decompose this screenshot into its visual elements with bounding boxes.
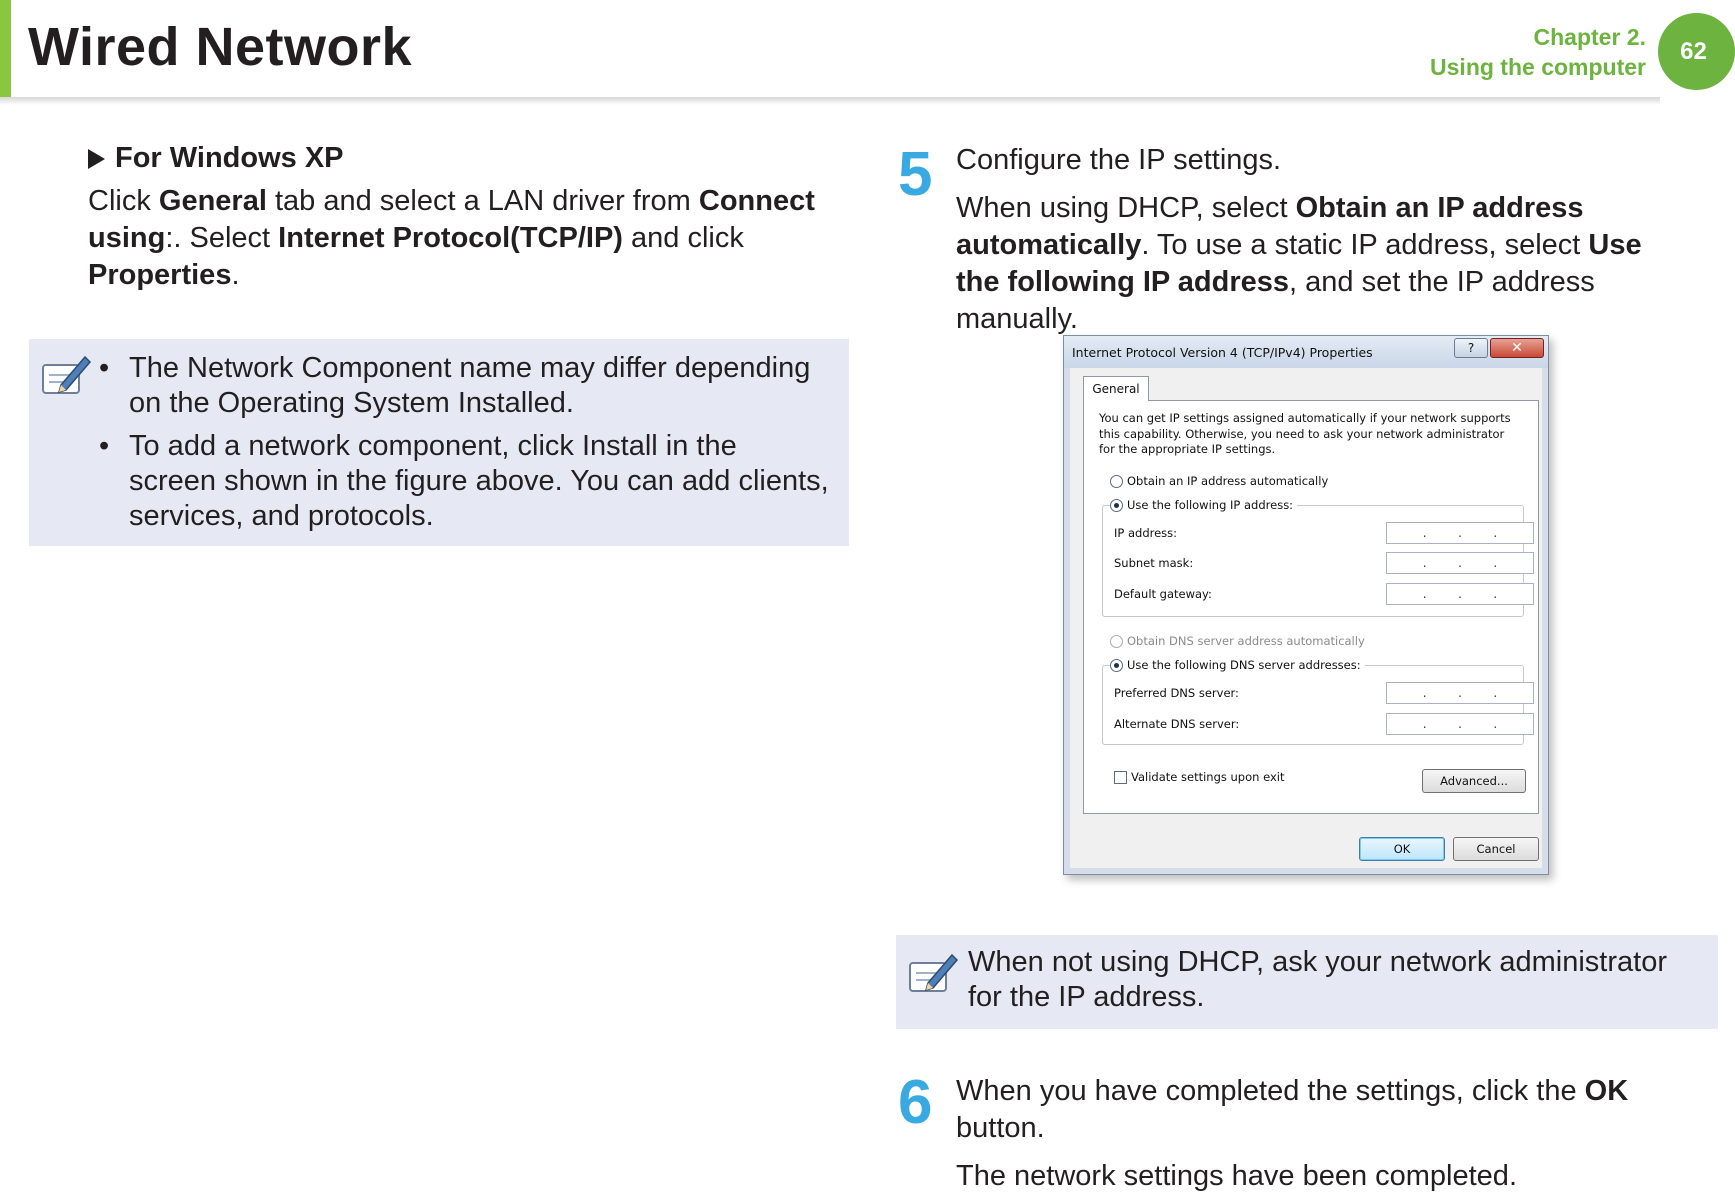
windows-xp-section xyxy=(88,142,828,294)
alternate-dns-row xyxy=(1114,712,1534,736)
note-item: • To add a network component, click Install in the screen shown in the figure above. You can add clients, services, and protocols. xyxy=(99,430,829,532)
preferred-dns-label: Preferred DNS server: xyxy=(1114,686,1239,700)
radio-obtain-dns-auto[interactable]: Obtain DNS server address automatically xyxy=(1110,634,1365,648)
help-button[interactable]: ? xyxy=(1454,338,1488,358)
chapter-label xyxy=(1430,22,1646,82)
tab-general[interactable]: General xyxy=(1083,376,1149,401)
radio-button-icon xyxy=(1110,635,1123,648)
advanced-button[interactable]: Advanced... xyxy=(1422,769,1526,793)
ip-address-row xyxy=(1114,521,1534,545)
ok-button[interactable]: OK xyxy=(1359,837,1445,861)
step-6-instructions: When you have completed the settings, click the OK button. xyxy=(956,1075,1629,1144)
checkbox-icon xyxy=(1114,771,1127,784)
chapter-name: Using the computer xyxy=(1430,54,1646,80)
radio-button-selected-icon xyxy=(1110,499,1123,512)
dialog-description: You can get IP settings assigned automatically if your network supports this capability. Otherwise, you need to ask your network administrator for the appropriate IP settings. xyxy=(1099,411,1511,456)
step-number-5: 5 xyxy=(898,140,933,209)
default-gateway-row xyxy=(1114,582,1534,606)
xp-instructions: Click General tab and select a LAN driver from Connect using:. Select Internet Protocol(TCP/IP) and click Properties. xyxy=(88,185,815,291)
default-gateway-input[interactable]: . . . xyxy=(1386,583,1534,605)
subnet-mask-input[interactable]: . . . xyxy=(1386,552,1534,574)
validate-settings-checkbox[interactable]: Validate settings upon exit xyxy=(1114,770,1284,784)
page-number-badge: 62 xyxy=(1658,13,1735,90)
alternate-dns-label: Alternate DNS server: xyxy=(1114,717,1240,731)
note-bullet-list xyxy=(99,351,829,542)
ip-address-input[interactable]: . . . xyxy=(1386,522,1534,544)
note-pencil-icon xyxy=(906,949,960,997)
step-6-content xyxy=(956,1073,1691,1195)
alternate-dns-input[interactable]: . . . xyxy=(1386,713,1534,735)
step-5-instructions: When using DHCP, select Obtain an IP address automatically. To use a static IP address, select Use the following IP address, and set the IP address manually. xyxy=(956,192,1642,335)
note-box-network-component xyxy=(29,339,849,546)
section-subheading xyxy=(88,142,828,175)
dhcp-note-text: When not using DHCP, ask your network administrator for the IP address. xyxy=(968,946,1667,1013)
triangle-bullet-icon xyxy=(88,149,105,169)
page-title: Wired Network xyxy=(28,17,413,77)
dialog-body xyxy=(1070,368,1542,868)
subnet-mask-label: Subnet mask: xyxy=(1114,556,1194,570)
chapter-number: Chapter 2. xyxy=(1533,24,1646,50)
note-pencil-icon xyxy=(39,351,93,399)
radio-obtain-ip-auto[interactable]: Obtain an IP address automatically xyxy=(1110,474,1328,488)
header-divider xyxy=(0,97,1660,105)
dialog-titlebar xyxy=(1064,336,1548,368)
tcpip-properties-dialog xyxy=(1063,335,1549,875)
general-tab-panel xyxy=(1083,400,1539,814)
radio-button-selected-icon xyxy=(1110,659,1123,672)
step-5-heading: Configure the IP settings. xyxy=(956,144,1282,176)
subnet-mask-row xyxy=(1114,551,1534,575)
ip-address-label: IP address: xyxy=(1114,526,1178,540)
default-gateway-label: Default gateway: xyxy=(1114,587,1212,601)
dialog-title: Internet Protocol Version 4 (TCP/IPv4) Properties xyxy=(1072,345,1373,360)
step-number-6: 6 xyxy=(898,1068,933,1137)
cancel-button[interactable]: Cancel xyxy=(1453,837,1539,861)
note-box-dhcp xyxy=(896,935,1718,1029)
note-item: • The Network Component name may differ depending on the Operating System Installed. xyxy=(99,352,811,419)
close-button[interactable]: ✕ xyxy=(1490,338,1544,358)
radio-use-static-ip[interactable]: Use the following IP address: xyxy=(1110,498,1297,512)
step-5-content xyxy=(956,142,1691,338)
header-accent-bar xyxy=(0,0,11,97)
step-6-followup: The network settings have been completed. xyxy=(956,1160,1517,1192)
radio-button-icon xyxy=(1110,475,1123,488)
preferred-dns-row xyxy=(1114,681,1534,705)
radio-use-static-dns[interactable]: Use the following DNS server addresses: xyxy=(1110,658,1365,672)
preferred-dns-input[interactable]: . . . xyxy=(1386,682,1534,704)
subheading-text: For Windows XP xyxy=(115,142,344,174)
